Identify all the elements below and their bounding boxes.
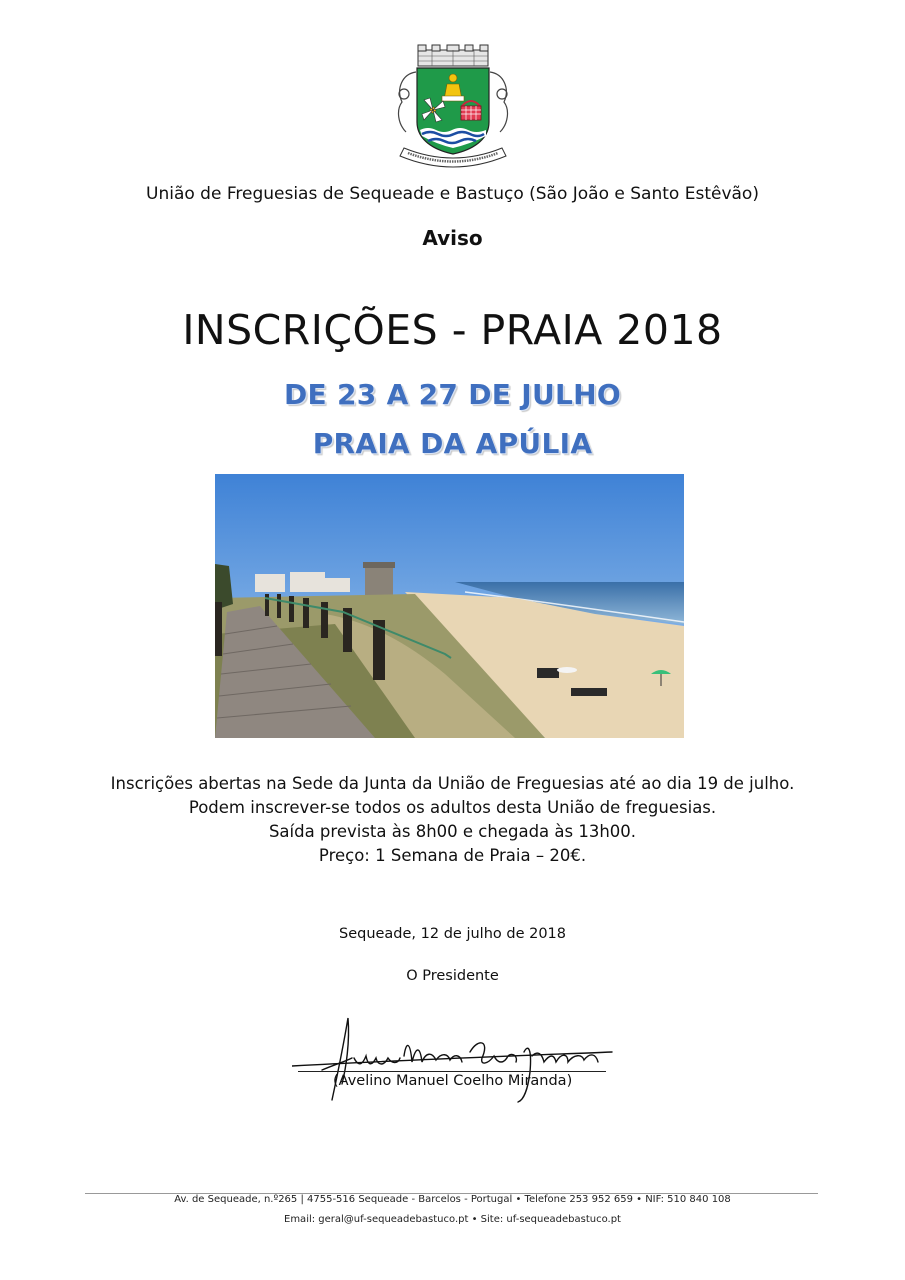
price-line: Preço: 1 Semana de Praia – 20€. bbox=[318, 846, 587, 865]
announcement-body bbox=[0, 772, 905, 868]
page-title: INSCRIÇÕES - PRAIA 2018 bbox=[182, 306, 723, 354]
organization-name: União de Freguesias de Sequeade e Bastuço (São João e Santo Estêvão) bbox=[146, 184, 759, 204]
printed-name: (Avelino Manuel Coelho Miranda) bbox=[333, 1073, 573, 1089]
event-dates: DE 23 A 27 DE JULHO bbox=[283, 378, 621, 411]
signature-line bbox=[298, 1071, 606, 1072]
event-location: PRAIA DA APÚLIA bbox=[312, 427, 593, 460]
schedule-line: Saída prevista às 8h00 e chegada às 13h00. bbox=[268, 822, 637, 841]
signatory-role: O Presidente bbox=[406, 968, 499, 984]
beach-boardwalk-photo bbox=[215, 474, 684, 738]
eligibility-line: Podem inscrever-se todos os adultos desta União de freguesias. bbox=[188, 798, 717, 817]
handwritten-signature bbox=[292, 1012, 622, 1104]
footer-contact: Email: geral@uf-sequeadebastuco.pt • Site: uf-sequeadebastuco.pt bbox=[284, 1214, 621, 1225]
footer-address: Av. de Sequeade, n.º265 | 4755-516 Sequeade - Barcelos - Portugal • Telefone 253 952 659 • NIF: 510 840 108 bbox=[174, 1194, 731, 1205]
place-date: Sequeade, 12 de julho de 2018 bbox=[338, 926, 566, 942]
coat-of-arms-logo bbox=[392, 44, 514, 172]
notice-label: Aviso bbox=[422, 226, 483, 250]
registration-line: Inscrições abertas na Sede da Junta da União de Freguesias até ao dia 19 de julho. bbox=[110, 774, 795, 793]
